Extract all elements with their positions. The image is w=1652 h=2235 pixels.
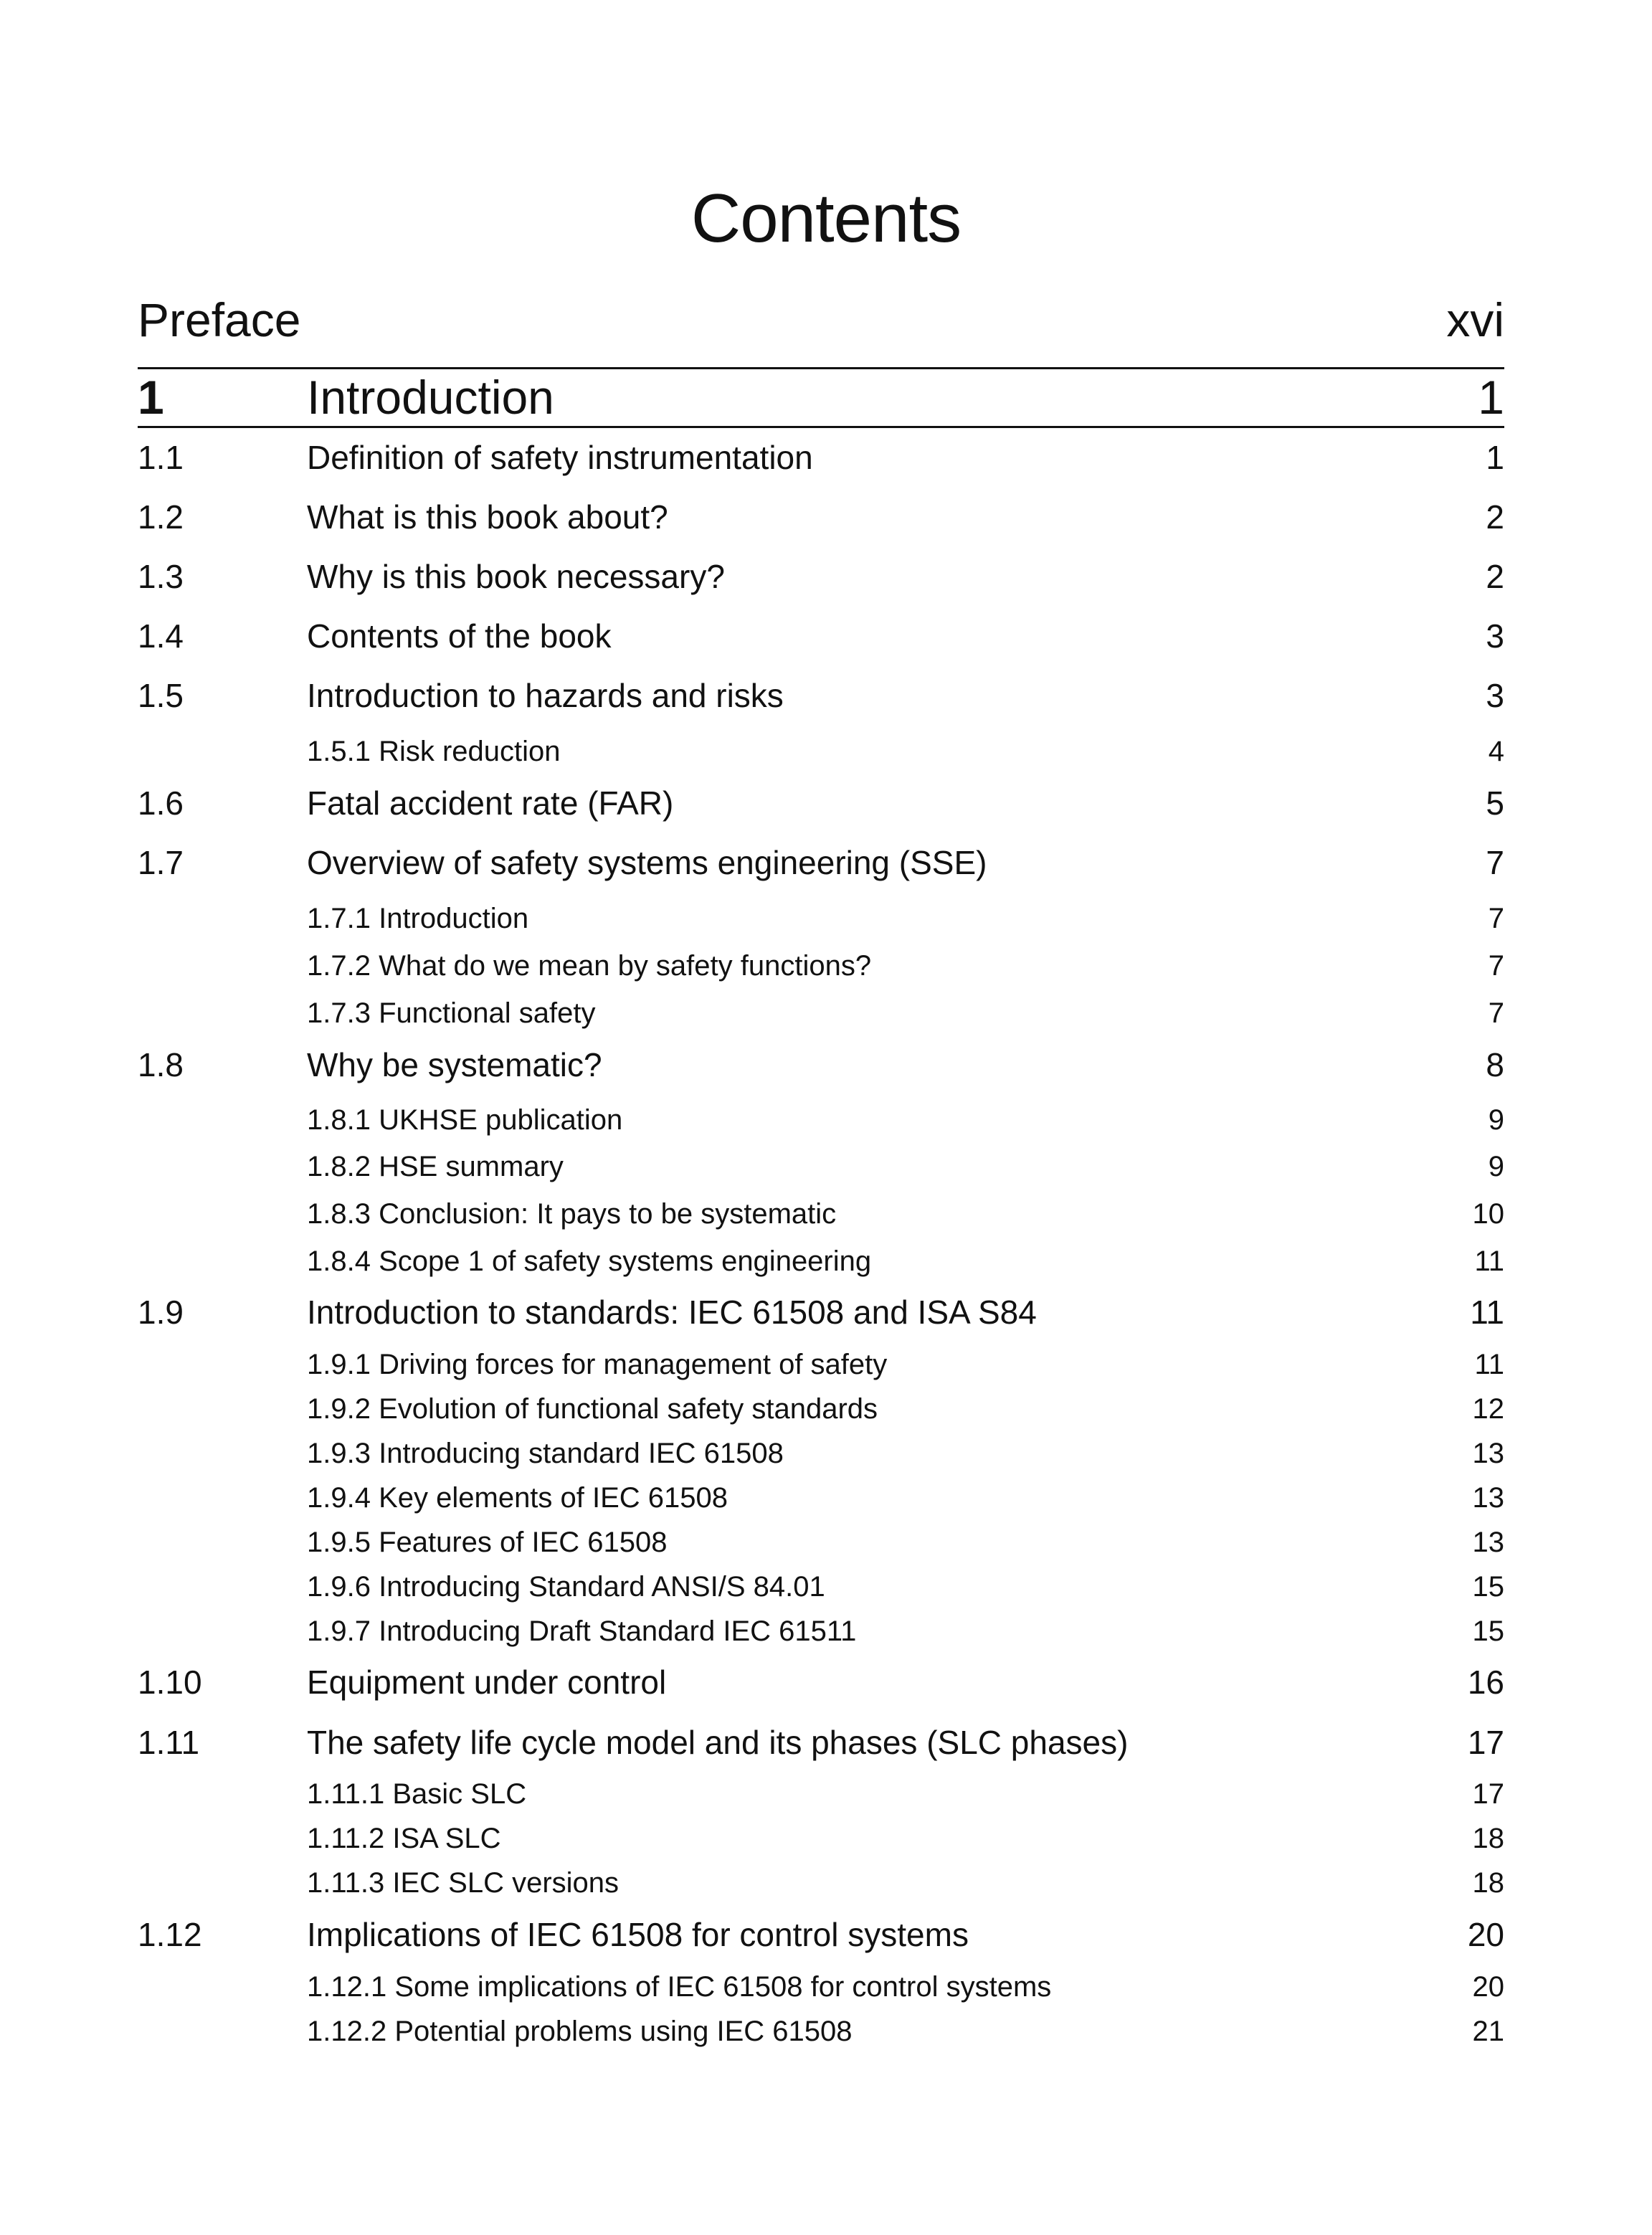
toc-subsection-page: 7 <box>1488 903 1504 934</box>
toc-section-page: 17 <box>1467 1724 1504 1761</box>
toc-section-page: 1 <box>1486 439 1504 476</box>
toc-section-title: Fatal accident rate (FAR) <box>307 784 674 822</box>
page-title: Contents <box>690 180 962 257</box>
toc-subsection-page: 13 <box>1472 1482 1504 1514</box>
toc-section-page: 5 <box>1486 784 1504 822</box>
toc-subsection-title: 1.11.2 ISA SLC <box>307 1823 501 1854</box>
toc-subsection-page: 9 <box>1488 1104 1504 1136</box>
toc-subsection-title: 1.12.1 Some implications of IEC 61508 for control systems <box>307 1971 1052 2003</box>
toc-section-number: 1.7 <box>138 844 184 881</box>
toc-section-number: 1.5 <box>138 677 184 714</box>
toc-section-page: 3 <box>1486 677 1504 714</box>
toc-subsection-page: 11 <box>1474 1245 1504 1277</box>
toc-section-number: 1.9 <box>138 1294 184 1331</box>
toc-section-page: 16 <box>1467 1664 1504 1701</box>
toc-subsection-page: 21 <box>1472 2016 1504 2047</box>
toc-section-title: What is this book about? <box>307 498 668 536</box>
toc-section-number: 1.11 <box>138 1724 200 1761</box>
toc-subsection-title: 1.11.1 Basic SLC <box>307 1778 527 1810</box>
toc-subsection-title: 1.9.5 Features of IEC 61508 <box>307 1527 668 1558</box>
toc-section-title: Definition of safety instrumentation <box>307 439 813 476</box>
toc-subsection-page: 20 <box>1472 1971 1504 2003</box>
toc-section-number: 1.4 <box>138 617 184 655</box>
toc-section-number: 1.3 <box>138 558 184 595</box>
toc-section-title: Implications of IEC 61508 for control systems <box>307 1916 969 1953</box>
toc-subsection-title: 1.12.2 Potential problems using IEC 61508 <box>307 2016 853 2047</box>
toc-section-title: Contents of the book <box>307 617 612 655</box>
toc-section-number: 1.8 <box>138 1046 184 1083</box>
toc-subsection-page: 11 <box>1474 1349 1504 1380</box>
toc-preface-page: xvi <box>1446 293 1504 346</box>
toc-subsection-title: 1.9.4 Key elements of IEC 61508 <box>307 1482 728 1514</box>
toc-subsection-title: 1.5.1 Risk reduction <box>307 736 561 767</box>
toc-subsection-page: 10 <box>1472 1198 1504 1230</box>
toc-chapter-number: 1 <box>138 371 164 424</box>
toc-section-page: 8 <box>1486 1046 1504 1083</box>
toc-section-number: 1.12 <box>138 1916 202 1953</box>
toc-section-page: 3 <box>1486 617 1504 655</box>
toc-subsection-page: 9 <box>1488 1151 1504 1182</box>
toc-subsection-page: 4 <box>1488 736 1504 767</box>
toc-section-number: 1.1 <box>138 439 184 476</box>
toc-subsection-page: 13 <box>1472 1527 1504 1558</box>
toc-subsection-title: 1.7.3 Functional safety <box>307 997 596 1029</box>
toc-section-page: 7 <box>1486 844 1504 881</box>
toc-subsection-page: 18 <box>1472 1867 1504 1899</box>
toc-subsection-page: 15 <box>1472 1571 1504 1603</box>
toc-chapter-page: 1 <box>1478 371 1504 424</box>
toc-section-title: Why is this book necessary? <box>307 558 725 595</box>
toc-subsection-title: 1.9.1 Driving forces for management of safety <box>307 1349 888 1380</box>
toc-subsection-title: 1.7.2 What do we mean by safety functions? <box>307 950 872 982</box>
toc-subsection-title: 1.7.1 Introduction <box>307 903 529 934</box>
toc-section-title: Overview of safety systems engineering (SSE) <box>307 844 987 881</box>
toc-subsection-title: 1.9.3 Introducing standard IEC 61508 <box>307 1438 784 1469</box>
toc-subsection-page: 7 <box>1488 950 1504 982</box>
toc-subsection-title: 1.9.2 Evolution of functional safety standards <box>307 1393 878 1425</box>
toc-subsection-title: 1.8.4 Scope 1 of safety systems engineering <box>307 1245 872 1277</box>
toc-section-number: 1.6 <box>138 784 184 822</box>
toc-subsection-page: 17 <box>1472 1778 1504 1810</box>
toc-subsection-title: 1.9.6 Introducing Standard ANSI/S 84.01 <box>307 1571 825 1603</box>
toc-subsection-title: 1.8.2 HSE summary <box>307 1151 564 1182</box>
toc-subsection-page: 15 <box>1472 1615 1504 1647</box>
toc-section-page: 20 <box>1467 1916 1504 1953</box>
toc-section-number: 1.2 <box>138 498 184 536</box>
toc-section-title: Introduction to hazards and risks <box>307 677 784 714</box>
toc-section-page: 11 <box>1470 1294 1504 1331</box>
toc-chapter-title: Introduction <box>307 371 554 424</box>
toc-section-page: 2 <box>1486 498 1504 536</box>
toc-section-page: 2 <box>1486 558 1504 595</box>
toc-section-number: 1.10 <box>138 1664 202 1701</box>
toc-subsection-page: 12 <box>1472 1393 1504 1425</box>
toc-subsection-title: 1.9.7 Introducing Draft Standard IEC 61511 <box>307 1615 857 1647</box>
toc-section-title: Equipment under control <box>307 1664 667 1701</box>
toc-subsection-page: 13 <box>1472 1438 1504 1469</box>
toc-subsection-page: 7 <box>1488 997 1504 1029</box>
toc-subsection-page: 18 <box>1472 1823 1504 1854</box>
toc-subsection-title: 1.8.1 UKHSE publication <box>307 1104 623 1136</box>
chapter-bottom-rule <box>138 426 1504 428</box>
toc-section-title: The safety life cycle model and its phases (SLC phases) <box>307 1724 1129 1761</box>
toc-subsection-title: 1.11.3 IEC SLC versions <box>307 1867 620 1899</box>
toc-section-title: Why be systematic? <box>307 1046 602 1083</box>
toc-subsection-title: 1.8.3 Conclusion: It pays to be systematic <box>307 1198 837 1230</box>
toc-section-title: Introduction to standards: IEC 61508 and ISA S84 <box>307 1294 1037 1331</box>
toc-preface-label: Preface <box>138 293 301 346</box>
